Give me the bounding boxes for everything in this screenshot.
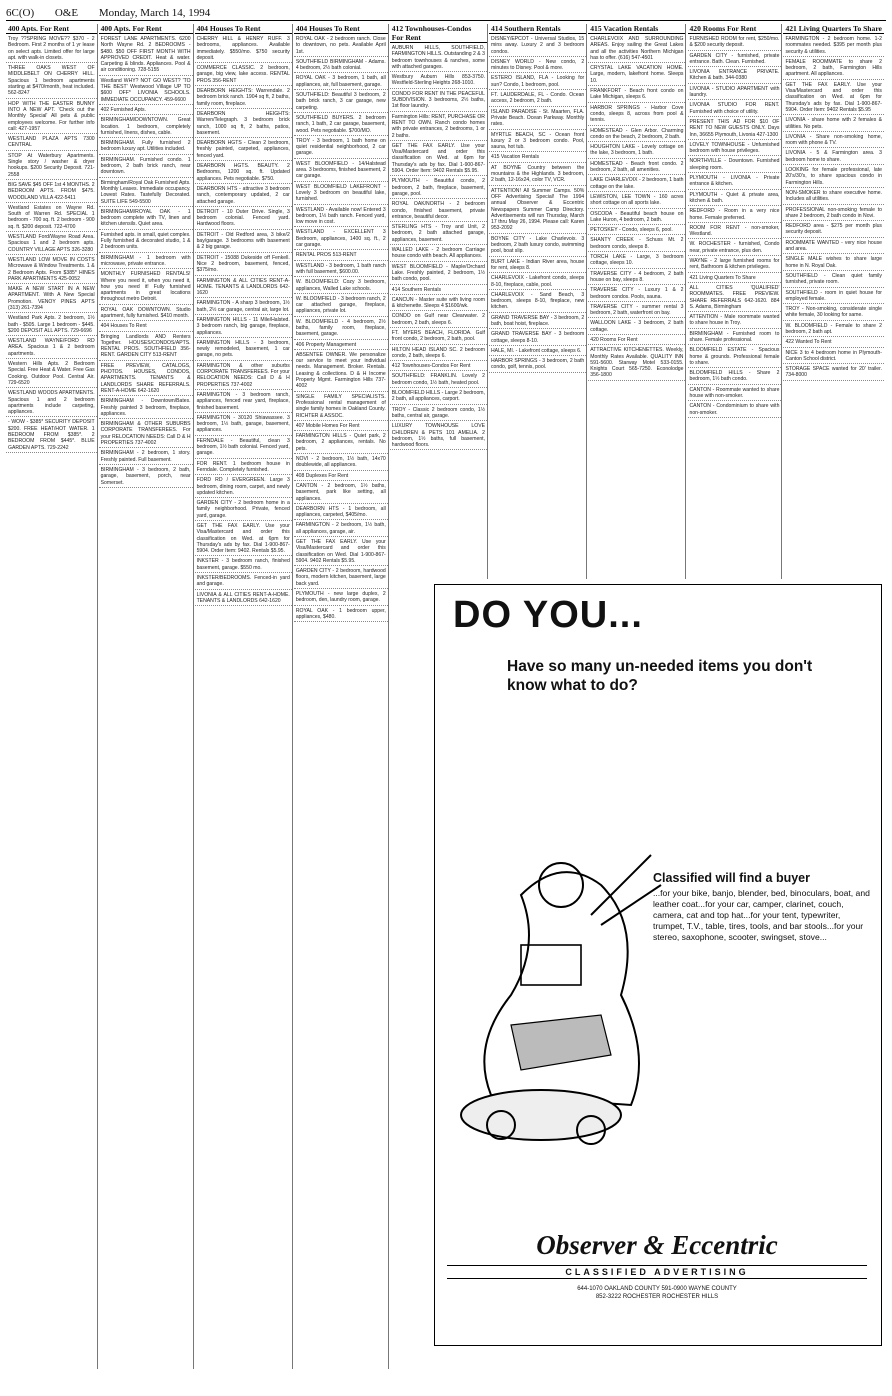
- classified-column: [489, 24, 587, 579]
- classified-listing: BIRMINGHAM/DOWNTOWN. Great location. 1 bedroom, completely furnished, linens, dishes, cable.: [99, 116, 193, 138]
- classified-listing: AUBURN HILLS, SOUTHFIELD, FARMINGTON HILLS. Outstanding 2 & 3 bedroom townhouses & ranches, some with attached garages.: [390, 44, 487, 72]
- classified-listing: SOUTHFIELD - Clean quiet family turnished, private room.: [783, 272, 884, 288]
- classified-listing: HOMESTEAD - Glen Arbor. Charming condo on the beach, 2 bedroom, 2 bath.: [588, 127, 685, 143]
- classified-listing: 412 Townhouses-Condos For Rent: [390, 362, 487, 371]
- classified-listing: CANTON - Roommate wanted to share house with non-smoker.: [688, 386, 782, 402]
- classified-listing: WESTLAND WAYNE/FORD RD AREA. Spacious 1 & 2 bedroom apartments.: [6, 337, 97, 359]
- classified-listing: LAKE CHARLEVOIX - 2 bedroom, 1 bath cottage on the lake.: [588, 176, 685, 192]
- observer-eccentric-logo: Observer & Eccentric: [536, 1230, 778, 1260]
- classified-listing: GRAND TRAVERSE BAY - 3 bedroom, 2 bath, boat hoist, fireplace.: [489, 314, 586, 330]
- classified-listing: FARMINGTON - A sharp 3 bedroom, 1½ bath, 2½ car garage, central air, large lot.: [195, 299, 292, 315]
- classified-listing: PRESENT THIS AD FOR $10 OF RENT TO NEW GUESTS ONLY. Days Inn, 36655 Plymouth, Livonia 427-1300: [688, 118, 782, 140]
- classified-listing: GET THE FAX EARLY. Use your Visa/Mastercard and order this classification on Wed. at 6pm for Thursday's ads by fax. Dial 1-900-867-5904. Order Item: 9402 Rentals $5.95: [783, 81, 884, 115]
- classified-listing: BIRMINGHAM. Furnished condo. 1 bedroom, 2 bath brick ranch, near downtown.: [99, 156, 193, 178]
- classified-listing: 407 Mobile Homes For Rent: [294, 422, 388, 431]
- classified-listing: 408 Duplexes For Rent: [294, 472, 388, 481]
- classified-listing: W. BLOOMFIELD - 3 bedroom ranch, 2 car attached garage, fireplace, appliances, private lot.: [294, 295, 388, 317]
- classified-listing: TROY - 3 bedroom, 1 bath home on quiet residential neighborhood, 2 car garage.: [294, 137, 388, 159]
- classified-column: [195, 24, 293, 1369]
- classified-listing: NON-SMOKER to share executive home. Includes all utilities.: [783, 189, 884, 205]
- classified-listing: LUXURY TOWNHOUSE LOVE CHILDREN & PETS 101 AMELIA. 2 bedroom, 1½ baths, full basement, hardwood floors.: [390, 422, 487, 450]
- classified-column: [6, 24, 98, 1369]
- classified-listing: ROYAL OAK - 1 bedroom upper, appliances, $480.: [294, 607, 388, 623]
- classified-listing: FARMINGTON HILLS - Quiet park, 2 bedroom, 2 appliances, rentals. No pets.: [294, 432, 388, 454]
- classified-listing: WESTLAND - Available now! Entered 3 bedroom, 1½ bath ranch. Fenced yard, low move in cost.: [294, 206, 388, 228]
- classified-listing: BIRMINGHAM - Downtown/Bates. Freshly painted 3 bedroom, fireplace, appliances.: [99, 397, 193, 419]
- classified-listing: TRAVERSE CITY - Luxury 1 & 2 bedroom condos. Pools, sauna.: [588, 286, 685, 302]
- classified-listing: W. BLOOMFIELD - Female to share 2 bedroom, 2 bath apt.: [783, 322, 884, 338]
- classified-listing: HOMESTEAD - Beach front condo. 2 bedroom, 2 bath, all amenities.: [588, 160, 685, 176]
- classified-listing: STERLING HTS - Troy and Unit, 2 bedroom, 2 bath attached garage, appliances, basement.: [390, 223, 487, 245]
- promo-subhead: Have so many un-needed items you don't know what to do?: [507, 658, 813, 694]
- classified-listing: DISNEY WORLD - New condo, 2 minutes to Disney. Pool & more.: [489, 58, 586, 74]
- classified-listing: 422 Wanted To Rent: [783, 338, 884, 347]
- classified-listing: LOOKING for female professional, late 20's/30's, to share spacious condo in Farmington Hills.: [783, 166, 884, 188]
- classified-listing: FORD RD / EVERGREEN. Large 3 bedroom, dining room, carpet, and newly updated kitchen.: [195, 476, 292, 498]
- classified-listing: GARDEN CITY - furnished, private entrance. Bath. Clean. Furnished.: [688, 52, 782, 68]
- classified-listing: CANTON - 2 bedroom, 1½ baths, basement, park like setting, all appliances.: [294, 482, 388, 504]
- classified-listing: GARDEN CITY - 2 bedroom home in a family neighborhood. Private, fenced yard, garage.: [195, 499, 292, 521]
- classified-listing: NORTHVILLE - Downtown. Furnished sleeping room.: [688, 157, 782, 173]
- classified-listing: LIVONIA - STUDIO APARTMENT with laundry.: [688, 85, 782, 101]
- classified-listing: CANCUN - Master suite with living room & kitchenette. Sleeps 4 $1600/wk.: [390, 296, 487, 312]
- classified-listing: SOUTHFIELD: FRANKLIN. Lovely 2 bedroom condo, 1½ bath, heated pool.: [390, 372, 487, 388]
- classified-listing: CONDO FOR RENT IN THE PEACEFUL SUBDIVISION. 3 bedrooms, 2½ baths, 1st floor laundry.: [390, 90, 487, 112]
- column-heading: 420 Rooms For Rent: [688, 24, 782, 34]
- classified-listing: BIRMINGHAM - 3 bedroom, 2 bath, garage, basement, porch, near Somerset.: [99, 466, 193, 488]
- classified-listing: Westland Estates on Wayne Rd. South of Warren Rd. SPECIAL 1 bedroom - 700 sq. ft. 2 bedroom - 900 sq. ft. $200 deposit. 722-4700: [6, 204, 97, 232]
- classified-listing: SOUTHFIELD - room in quiet house for employed female.: [783, 289, 884, 305]
- classified-listing: GET THE FAX EARLY. Use your Visa/Mastercard and order this classification on Wed. at 6pm for Thursday's ads by fax. Dial 1-900-867-5904. Order Item: 9402. Rentals $5.95.: [195, 522, 292, 556]
- classified-listing: NOVI - 2 bedroom, 1½ bath, 14x70 doublewide, all appliances.: [294, 455, 388, 471]
- classified-listing: WESTLAND - EXCELLENT 3 Bedroom, appliances, 1400 sq. ft., 2 car garage.: [294, 228, 388, 250]
- classified-listing: FT. MYERS BEACH, FLORIDA. Gulf front condo, 2 bedroom, 2 bath, pool.: [390, 329, 487, 345]
- classified-listing: W. ROCHESTER - furnished, Condo near, private entrance, plus den.: [688, 240, 782, 256]
- classified-listing: THREE OAKS WEST OF MIDDLEBELT ON CHERRY HILL. Spacious 1 bedroom apartments starting at $470/month, heat included. 562-8247: [6, 64, 97, 98]
- classified-listing: Western Hills Apts. 2 Bedroom Special. Free Heat & Water. Free Gas Cooking. Outdoor Pool. Central Air. 729-6520: [6, 360, 97, 388]
- classified-listing: BIRMINGHAM/ROYAL OAK - 1 bedroom complete with TV, linen and kitchen utensils. Quiet area.: [99, 208, 193, 230]
- classified-listing: 420 Rooms For Rent: [588, 336, 685, 345]
- classified-listing: ATTENTION! All Summer Camps. 50% OFF Advertising Special! The 1994 annual Observer & Eccentric Newspapers Summer Camp Directory. Advertisements will run Thursday, March 17 thru May 26, 1994. Please call: Karen 953-2092: [489, 187, 586, 234]
- column-heading: 404 Houses To Rent: [195, 24, 292, 34]
- classified-listing: PLYMOUTH - new large duplex, 2 bedroom, den, laundry room, garage.: [294, 590, 388, 606]
- classified-listing: FRANKFORT - Beach front condo on Lake Michigan, sleeps 6.: [588, 87, 685, 103]
- classified-listing: TROY - Classic 2 bedroom condo, 1½ baths, central air, garage.: [390, 406, 487, 422]
- classified-listing: 402 Furnished Apts.: [99, 106, 193, 115]
- classified-listing: WALLED LAKE - 2 bedroom Carriage house condo with beach. All appliances.: [390, 246, 487, 262]
- classified-column: [783, 24, 884, 579]
- classified-listing: CHARLEVOIX AND SURROUNDING AREAS. Enjoy sailing the Great Lakes and all the activities Northern Michigan has to offer. (616) 547-4501: [588, 35, 685, 63]
- classified-listing: SINGLE FAMILY SPECIALISTS. Professional rental management of single family homes in Oakland County. RICHTER & ASSOC.: [294, 393, 388, 421]
- classified-listing: SOUTHFIELD BUYERS. 2 bedroom ranch, 1 bath, 2 car garage, basement, wood. Pets negotiable. $700/MO.: [294, 114, 388, 136]
- classified-listing: HARBOR SPRINGS - Harbor Cove condo, sleeps 8, across from pool & tennis.: [588, 104, 685, 126]
- classified-listing: FARMINGTON & other suburbs CORPORATE TRANSFEREES. For your RELOCATION NEEDS: Call D & H PROPERTIES 737-4002: [195, 362, 292, 390]
- classified-listing: SINGLE MALE wishes to share large home in N. Royal Oak.: [783, 255, 884, 271]
- classified-listing: Birmingham/Royal Oak Furnished Apts. Monthly Leases. Immediate occupancy. Lowest Rates. Tastefully Decorated. SUITE LIFE 549-5500: [99, 179, 193, 207]
- classified-listing: BURT LAKE - Indian River area, house for rent, sleeps 8.: [489, 258, 586, 274]
- classified-listing: RENTAL PROS 513-RENT: [294, 251, 388, 260]
- classified-listing: AT BOYNE Country between the mountains & the Highlands. 3 bedroom, 2 bath, 12-16x24, color TV, VCR.: [489, 164, 586, 186]
- classified-listing: ATTRACTIVE KITCHENETTES. Weekly, Monthly Rates Available. QUALITY INN 591-5600. Starway Motel 533-0155. Knights Court 565-7250. Econolodge 356-1800: [588, 346, 685, 380]
- classified-promo-ad: [434, 584, 882, 1346]
- column-heading: 421 Living Quarters To Share: [783, 24, 884, 34]
- classified-listing: 415 Vacation Rentals: [489, 153, 586, 162]
- classified-listing: 406 Property Management: [294, 341, 388, 350]
- classified-column: [294, 24, 389, 1369]
- classified-listing: DEARBORN HEIGHTS: Warren/Telegraph. 3 bedroom brick ranch, 1000 sq ft, 2 baths, patios, basement.: [195, 110, 292, 138]
- classified-listing: FOR RENT. 1 bedroom house in Ferndale. Completely furnished.: [195, 460, 292, 476]
- page-date: Monday, March 14, 1994: [98, 7, 211, 19]
- classified-listing: Westland Park Apts. 2 bedroom, 1½ bath - $505. Large 1 bedroom - $445. $200 DEPOSIT ALL APTS. 729-6696: [6, 314, 97, 336]
- classified-listing: DEARBORN HTS - 1 bedroom, all appliances, carpeted, $405/mo.: [294, 505, 388, 521]
- classified-column: [588, 24, 686, 579]
- page-header: [6, 6, 886, 21]
- classified-listing: LIVONIA - 5 & Farmington area. 3 bedroom home to share.: [783, 149, 884, 165]
- classified-listing: ALL CITIES 'QUALIFIED' ROOMMATES. FREE PREVIEW. SHARE REFERRALS 642-1620. 884 S. Adams, Birmingham: [688, 284, 782, 312]
- classified-listing: GARDEN CITY - 2 bedroom, hardwood floors, modern kitchen, basement, large back yard.: [294, 567, 388, 589]
- classified-listing: SOUTHFIELD: Beautiful 3 bedroom, 2 bath brick ranch, 3 car garage, new carpeting.: [294, 91, 388, 113]
- classified-listing: LIVONIA STUDIO FOR RENT. Furnished with choice of utility.: [688, 101, 782, 117]
- classified-listing: HOUGHTON LAKE - Lovely cottage on the lake, 3 bedroom, 1 bath.: [588, 143, 685, 159]
- classified-listing: DEARBORN HEIGHTS: Warrendale. 2 bedroom brick ranch. 1904 sq ft, 2 baths, family room, fireplace.: [195, 87, 292, 109]
- classified-listing: FARMINGTON - 3 bedroom ranch, appliances, fenced rear yard, fireplace, finished basement.: [195, 391, 292, 413]
- phone-line-1: 644-1070 OAKLAND COUNTY 591-0900 WAYNE COUNTY: [577, 1286, 737, 1292]
- classified-listing: STORAGE SPACE wanted for 20' trailer. 734-8000: [783, 365, 884, 381]
- classified-listing: BIG SAVE $45 OFF 1st 4 MONTHS. 2 BEDROOM APTS. FROM $475. WOODLAND VILLA 422-5411: [6, 181, 97, 203]
- page-number: 6C(O): [6, 7, 35, 19]
- classified-listing: FT. LAUDERDALE, FL - Condo. Ocean access, 2 bedroom, 2 bath.: [489, 91, 586, 107]
- classified-listing: CANTON - Condominium to share with non-smoker.: [688, 402, 782, 418]
- classified-listing: 421 Living Quarters To Share: [688, 274, 782, 283]
- classified-listing: 414 Southern Rentals: [390, 286, 487, 295]
- classified-listing: SOUTHFIELD BIRMINGHAM - Adams. 4 bedroom, 2½ bath colonial.: [294, 58, 388, 74]
- classified-listing: ISLAND PARADISE - St. Maarten, FLA. Private Beach. Ocean Parkway. Monthly rates.: [489, 108, 586, 130]
- classified-listing: Westland WHY? NOT GO WEST? 'TO THE BEST' Westwood Village UP TO $600 OFF* LIVONIA SCHOOLS. IMMEDIATE OCCUPANCY. 459-6600: [99, 77, 193, 105]
- classified-listing: BIRMINGHAM. Fully furnished 2 bedroom luxury apt. Utilities included.: [99, 139, 193, 155]
- classified-listing: WESTLAND - 3 bedroom, 1 bath ranch with full basement, $600.00.: [294, 262, 388, 278]
- classified-listing: HOP WITH THE EASTER BUNNY INTO A NEW APT. 'Check out the Monthly Special' All pets & public employees welcome. For further info call: 427-1957: [6, 100, 97, 134]
- classified-listing: WAYNE - 2 large furnished rooms for rent, Bathroom & kitchen privileges.: [688, 257, 782, 273]
- classified-listing: CHARLEVOIX - Sand Beach, 3 bedroom, sleeps 8-10, fireplace, new kitchen.: [489, 291, 586, 313]
- classified-listing: ROOM FOR RENT - non-smoker, Westland.: [688, 224, 782, 240]
- classified-listing: ABSENTEE OWNER. We personalize our service to meet your individual needs. Management. Broker. Rentals. Leasing & collections. D & H Income Property Mgmt. Farmington Hills 737-4002: [294, 351, 388, 392]
- classified-listing: 404 Houses To Rent: [99, 322, 193, 331]
- classified-listing: INKSTER - 3 bedroom ranch, finished basement, garage. $550 mo.: [195, 557, 292, 573]
- classified-listing: MAKE A NEW START IN A NEW APARTMENT. With A New Special Promotion. VENOY PINES APTS (313) 261-7394: [6, 285, 97, 313]
- classified-listing: CHERRY HILL & HENRY RUFF. 3 bedrooms, appliances. Available immediately. $550/mo. $750 security deposit.: [195, 35, 292, 63]
- classified-listing: GRAND TRAVERSE BAY - 3 bedroom cottage, sleeps 8-10.: [489, 330, 586, 346]
- classified-listing: Bringing Landlords AND Renters Together. HOUSES/CONDOS/APTS. RENTAL PROS. SOUTHFIELD 356-RENT. GARDEN CITY 513-RENT: [99, 333, 193, 361]
- classified-listing: CRYSTAL LAKE VACATION HOME. Large, modern, lakefront home. Sleeps 10.: [588, 64, 685, 86]
- classified-listing: DETROIT - 10 Outer Drive. Single, 3 bedroom colonial. Fenced yard. Hardwood floors.: [195, 208, 292, 230]
- classified-listing: BIRMINGHAM & OTHER SUBURBS CORPORATE TRANSFEREES. For your RELOCATION NEEDS: Call D & H PROPERTIES 737-4002: [99, 420, 193, 448]
- column-heading: 412 Townhouses-Condos For Rent: [390, 24, 487, 43]
- classified-listing: BIRMINGHAM - 1 bedroom with microwave, private entrance.: [99, 254, 193, 270]
- classified-listing: DETROIT - Old Redford area, 3 bike/2 bay/garage. 3 bedrooms with basement & 2 big garage.: [195, 231, 292, 253]
- classified-listing: WESTLAND WOODS APARTMENTS. Spacious 1 and 2 bedroom apartments include carpeting, appliances.: [6, 389, 97, 417]
- classified-listing: FREE PREVIEW, CATALOGS, PHOTOS. HOUSES, CONDOS, APARTMENTS. TENANTS & LANDLORDS SHARE REFERRALS. RENT-A-HOME 642-1620: [99, 362, 193, 396]
- classified-listing: WESTLAND PLAZA APTS 7300 CENTRAL: [6, 135, 97, 151]
- classified-listing: LOVELY TOWNHOUSE - Unfurnished bedroom with house privileges.: [688, 141, 782, 157]
- classified-listing: STOP At Waterbury Apartments. Single story / washer & dryer hookups. $200 Security Deposit. 721-2558: [6, 152, 97, 180]
- classified-listing: LIVONIA - Share non-smoking home, room with phone & TV.: [783, 133, 884, 149]
- classified-listing: BLOOMFIELD HILLS - Share 2 bedroom, 1½ bath condo.: [688, 369, 782, 385]
- classified-listing: W. BLOOMFIELD: Cozy 3 bedroom, appliances, Walled Lake schools.: [294, 278, 388, 294]
- classified-listing: ESTERO ISLAND, FLA - Looking for sun? Condo, 1 bedroom, pool.: [489, 74, 586, 90]
- classified-listing: WEST BLOOMFIELD - Maple/Orchard Lake. Freshly painted, 2 bedroom, 1½ bath condo, pool.: [390, 263, 487, 285]
- classified-listing: FARMINGTON HILLS - 3 bedroom, newly remodeled, basement, 1 car garage, no pets.: [195, 339, 292, 361]
- classified-listing: BIRMINGHAM - 2 bedroom, 1 story. Freshly painted. Full basement.: [99, 449, 193, 465]
- classified-listing: OSCODA - Beautiful beach house on Lake Huron, 4 bedroom, 2 bath.: [588, 210, 685, 226]
- classified-listing: FOREST LANE APARTMENTS. 6200 North Wayne Rd. 2 BEDROOMS - $480. $50 OFF FIRST MONTH WITH APPROVED CREDIT. Heat & water. Carpeting & blinds. Appliances. Pool & air conditioning. 728-5155: [99, 35, 193, 76]
- classified-listing: TROY - Non-smoking, considerate single white female, 30 looking for same.: [783, 305, 884, 321]
- classified-listing: FARMINGTON - 30120 Shiawassee. 3 bedroom, 1½ bath, garage, basement, appliances.: [195, 414, 292, 436]
- classified-listing: LEWISTON, LEE TOWN - 160 acres short cottage on all sports lake.: [588, 193, 685, 209]
- classified-listing: Troy ??SPRING MOVE?? $370 - 2 Bedroom. First 2 months of 1 yr lease on select apts. Limited offer for large apt. with walk-in closets.: [6, 35, 97, 63]
- classified-listing: TORCH LAKE - Large, 3 bedroom cottage, sleeps 10.: [588, 253, 685, 269]
- classified-listing: Westbury Auburn Hills 853-3750. Westfield-Sterling Heights 268-1010.: [390, 73, 487, 89]
- classified-listing: TRAVERSE CITY - 4 bedroom, 2 bath house on bay, sleeps 8.: [588, 270, 685, 286]
- classified-listing: GET THE FAX EARLY. Use your Visa/Mastercard and order this classification on Wed. at 6pm for Thursday's ads by fax. Dial 1-900-867-5904. Order Item: 9402 Rentals $5.95.: [390, 142, 487, 176]
- classified-listing: ROYAL OAK - 3 bedroom, 1 bath, all appliances, air, full basement, garage.: [294, 74, 388, 90]
- classified-listing: PLYMOUTH - Beautiful condo, 2 bedroom, 2 bath, fireplace, basement, garage, pool.: [390, 177, 487, 199]
- classified-listing: FARMINGTON & ALL CITIES RENT-A-HOME. TENANTS & LANDLORDS 642-1620: [195, 277, 292, 299]
- classified-listing: TRAVERSE CITY - summer rental 3 bedroom, 2 bath, waterfront on bay.: [588, 303, 685, 319]
- classified-listing: W. BLOOMFIELD - 4 bedroom, 2½ baths, family room, fireplace, basement, garage.: [294, 318, 388, 340]
- classified-listing: LIVONIA & ALL CITIES RENT-A-HOME. TENANTS & LANDLORDS 642-1620: [195, 591, 292, 607]
- column-heading: 404 Houses To Rent: [294, 24, 388, 34]
- classified-listing: FARMINGTON - 2 bedroom home. 1-2 roommates needed. $395 per month plus security & utilities.: [783, 35, 884, 57]
- classified-listing: HALE, MI. - Lakefront cottage, sleeps 6.: [489, 347, 586, 356]
- classified-listing: WEST BLOOMFIELD - 14/Halstead area. 3 bedrooms, finished basement, 2 car garage.: [294, 160, 388, 182]
- classified-listing: FERNDALE - Beautiful, clean 3 bedroom, 1½ bath colonial. Fenced yard, garage.: [195, 437, 292, 459]
- classified-listing: WESTLAND Ford/Wayne Road Area. Spacious 1 and 2 bedroom apts. COUNTRY VILLAGE APTS 326-3280: [6, 233, 97, 255]
- classified-listing: ATTENTION - Male roommate wanted to share house in Troy.: [688, 313, 782, 329]
- items-pile-illustration: [451, 795, 671, 1165]
- classified-listing: PETOSKEY - Condo, sleeps 6, pool.: [588, 226, 685, 235]
- classified-listing: Farmington Hills: RENT, PURCHASE OR RENT TO OWN. Ranch condo homes with private entrances, 2 bedrooms, 1 or 2 baths.: [390, 113, 487, 141]
- classified-listing: WEST BLOOMFIELD LAKEFRONT - Lovely 3 bedroom on beautiful lake, furnished.: [294, 183, 388, 205]
- classified-column: [390, 24, 488, 579]
- classified-listing: LIVONIA - share home with 2 females & utilities. No pets.: [783, 116, 884, 132]
- classified-listing: REDFORD - Room in a very nice home. Female preferred.: [688, 207, 782, 223]
- classified-listing: PLYMOUTH - LIVONIA - Private entrance & kitchen.: [688, 174, 782, 190]
- classified-listing: PROFESSIONAL non-smoking female to share 2 bedroom, 2 bath condo in Novi.: [783, 206, 884, 222]
- classified-listing: DISNEY/EPCOT - Universal Studios, 15 mins away. Luxury 2 and 3 bedroom condos.: [489, 35, 586, 57]
- phone-line-2: 852-3222 ROCHESTER ROCHESTER HILLS: [595, 1294, 719, 1300]
- column-heading: 415 Vacation Rentals: [588, 24, 685, 34]
- classified-listing: DEARBORN HTS - attractive 3 bedroom ranch, contemporary updated, 2 car attached garage.: [195, 185, 292, 207]
- promo-phones: [447, 1285, 867, 1301]
- classified-listing: REDFORD area - $275 per month plus security deposit.: [783, 222, 884, 238]
- promo-headline: DO YOU...: [453, 594, 643, 636]
- classified-listing: PLYMOUTH - Quiet & private area, kitchen & bath.: [688, 191, 782, 207]
- classified-listing: FARMINGTON - 2 bedroom, 1½ bath, all appliances, garage, air.: [294, 521, 388, 537]
- classified-column: [99, 24, 194, 1369]
- column-heading: 400 Apts. For Rent: [6, 24, 97, 34]
- classified-listing: CONDO on Gulf near Clearwater. 2 bedroom, 2 bath, sleeps 6.: [390, 312, 487, 328]
- classified-column: [688, 24, 783, 579]
- classified-listing: FURNISHED ROOM for rent, $250/mo. & $200 security deposit.: [688, 35, 782, 51]
- classified-listing: BIRMINGHAM - Furnished room to share. Female professional.: [688, 330, 782, 346]
- promo-tagline: Classified will find a buyer: [653, 871, 810, 885]
- column-heading: 414 Southern Rentals: [489, 24, 586, 34]
- classified-listing: MYRTLE BEACH, SC - Ocean front luxury 2 or 3 bedroom condo. Pool, sauna, hot tub.: [489, 131, 586, 153]
- classified-listing: WALLOON LAKE - 3 bedroom, 2 bath cottage.: [588, 319, 685, 335]
- classified-listing: ROYAL OAK - 2 bedroom ranch. Close to downtown, no pets. Available April 1st.: [294, 35, 388, 57]
- classified-listing: GET THE FAX EARLY. Use your Visa/Mastercard and order this classification on Wed. Dial 1-900-867-5904. 9402 Rentals $5.95.: [294, 538, 388, 566]
- column-heading: 400 Apts. For Rent: [99, 24, 193, 34]
- classified-advertising-banner: CLASSIFIED ADVERTISING: [447, 1265, 867, 1279]
- classified-listing: WESTLAND LOW MOVE IN COSTS Microwave & Window Treatments. 1 & 2 Bedroom Apts. From $385* HINES PARK APARTMENTS 425-0052: [6, 256, 97, 284]
- classified-listing: BLOOMFIELD HILLS - Large 2 bedroom, 2 bath, all appliances, carport.: [390, 389, 487, 405]
- classified-listing: INKSTER/BEDROOMS. Fenced-in yard and garage.: [195, 574, 292, 590]
- classified-listing: DEARBORN HGTS - Clean 2 bedroom, freshly painted, carpeted, appliances, fenced yard.: [195, 139, 292, 161]
- classified-listing: Furnished apts. in small, quiet complex. Fully furnished & decorated studio, 1 & 2 bedroom units.: [99, 231, 193, 253]
- classified-listing: FARMINGTON HILLS - 11 Mile/Halsted. 3 bedroom ranch, big garage, fireplace, appliances.: [195, 316, 292, 338]
- classified-listing: LIVONIA ENTRANCE PRIVATE. Kitchen & bath. 344-0380: [688, 68, 782, 84]
- classified-listing: ROYAL OAK DOWNTOWN. Studio apartment, fully furnished. $410 month.: [99, 306, 193, 322]
- classified-listing: COMMERCE CLASSIC. 2 bedroom, garage, big view, lake access. RENTAL PROS 356-RENT: [195, 64, 292, 86]
- classified-listing: ROOMMATE WANTED - very nice house and area.: [783, 239, 884, 255]
- classified-listing: HILTON HEAD ISLAND SC. 2 bedroom condo, 2 bath, sleeps 6.: [390, 346, 487, 362]
- promo-items-list: ...for your bike, banjo, blender, bed, binoculars, boat, and leather coat...for your car, camper, clarinet, couch, camera, cat and top hat...for your tent, typewriter, trumpet, T.V., table, tires, tools, and bar stools...for your stereo, saxophone, scooter, swingset, stove...: [653, 888, 870, 942]
- classified-listing: MONTHLY FURNISHED RENTALS! Where you need it, when you need it, how you need it! Fully furnished apartments in great locations throughout metro Detroit.: [99, 270, 193, 304]
- classified-listing: DETROIT - 15088 Dukeside off Fenkell. Nice 2 bedroom, basement, fenced, $375/mo.: [195, 254, 292, 276]
- classified-listing: DEARBORN HGTS. BEAUTY. 2 Bedrooms, 1200 sq. ft. Updated appliances. Pets negotiable. $750.: [195, 162, 292, 184]
- classified-listing: NICE 3 to 4 bedroom home in Plymouth-Canton School district.: [783, 349, 884, 365]
- classified-listing: BOYNE CITY - Lake Charlevoix. 3 bedroom, 2 bath luxury condo, swimming pool, boat slip.: [489, 235, 586, 257]
- classified-listing: CHARLEVOIX - Lakefront condo, sleeps 8-10, fireplace, cable, pool.: [489, 274, 586, 290]
- classified-listing: BLOOMFIELD ESTATE - Spacious home & grounds. Professional female to share.: [688, 346, 782, 368]
- classified-listing: - WOW - $385* SECURITY DEPOSIT $200. FREE HEAT/HOT WATER. 1 BEDROOM FROM $385*. 2 BEDROOM FROM $445*. BLUE GARDEN APTS. 729-2242: [6, 418, 97, 452]
- classified-listing: ROYAL OAK/NORTH - 2 bedroom condo, finished basement, private entrance, beautiful decor.: [390, 200, 487, 222]
- classified-listing: HARBOR SPRINGS - 3 bedroom, 2 bath condo, golf, tennis, pool.: [489, 357, 586, 373]
- classified-listing: FEMALE ROOMMATE to share 2 bedroom, 2 bath, Farmington Hills apartment. All appliances.: [783, 58, 884, 80]
- paper-name: O&E: [54, 7, 79, 19]
- classified-listing: SHANTY CREEK - Schuss Mt. 2 bedroom condo, sleeps 8.: [588, 236, 685, 252]
